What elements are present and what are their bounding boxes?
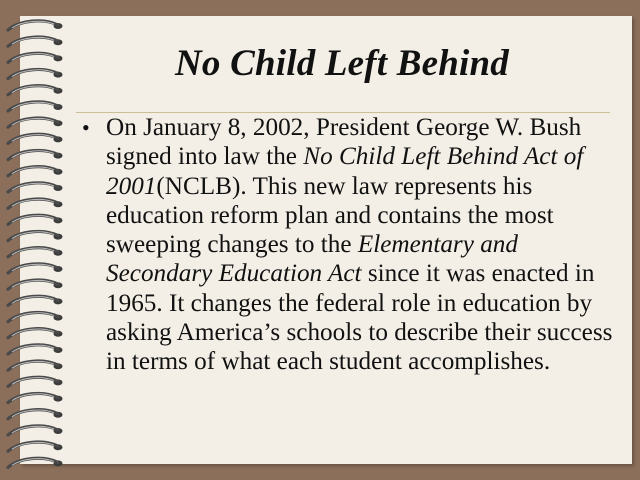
- spiral-coil: [8, 264, 63, 273]
- spiral-coil: [8, 199, 63, 208]
- spiral-coil: [8, 248, 63, 257]
- act-title-nclb: No Child Left Behind Act of 2001: [106, 143, 584, 200]
- spiral-coil: [8, 458, 63, 467]
- spiral-coil: [8, 102, 63, 111]
- spiral-coil: [8, 361, 63, 370]
- bullet-paragraph: [106, 113, 622, 377]
- spiral-coil: [8, 296, 63, 305]
- spiral-coil: [8, 150, 63, 159]
- spiral-coil: [8, 21, 63, 30]
- spiral-coil: [8, 231, 63, 240]
- spiral-coil: [8, 86, 63, 95]
- spiral-coil: [8, 118, 63, 127]
- paragraph-text-2: (NCLB). This new law represents his education reform plan and contains the most sweeping changes to the: [106, 172, 554, 259]
- spiral-coil: [8, 215, 63, 224]
- spiral-coil: [8, 426, 63, 435]
- bullet-marker: •: [82, 115, 90, 140]
- spiral-coil: [8, 134, 63, 143]
- spiral-coil: [8, 410, 63, 419]
- spiral-coil: [8, 312, 63, 321]
- spiral-coil: [8, 329, 63, 338]
- paragraph-text-1: On January 8, 2002, President George W. Bush signed into law the: [106, 114, 582, 171]
- spiral-coil: [8, 377, 63, 386]
- page-title: No Child Left Behind: [175, 43, 509, 84]
- spiral-coil: [8, 183, 63, 192]
- act-title-esea: Elementary and Secondary Education Act: [106, 231, 518, 288]
- paragraph-text-3: since it was enacted in 1965. It changes the federal role in education by asking America’s schools to describe their success in terms of what each student accomplishes.: [106, 260, 613, 376]
- spiral-coil: [8, 280, 63, 289]
- spiral-coil: [8, 345, 63, 354]
- spiral-coil: [8, 442, 63, 451]
- spiral-coil: [8, 393, 63, 402]
- spiral-coil: [8, 167, 63, 176]
